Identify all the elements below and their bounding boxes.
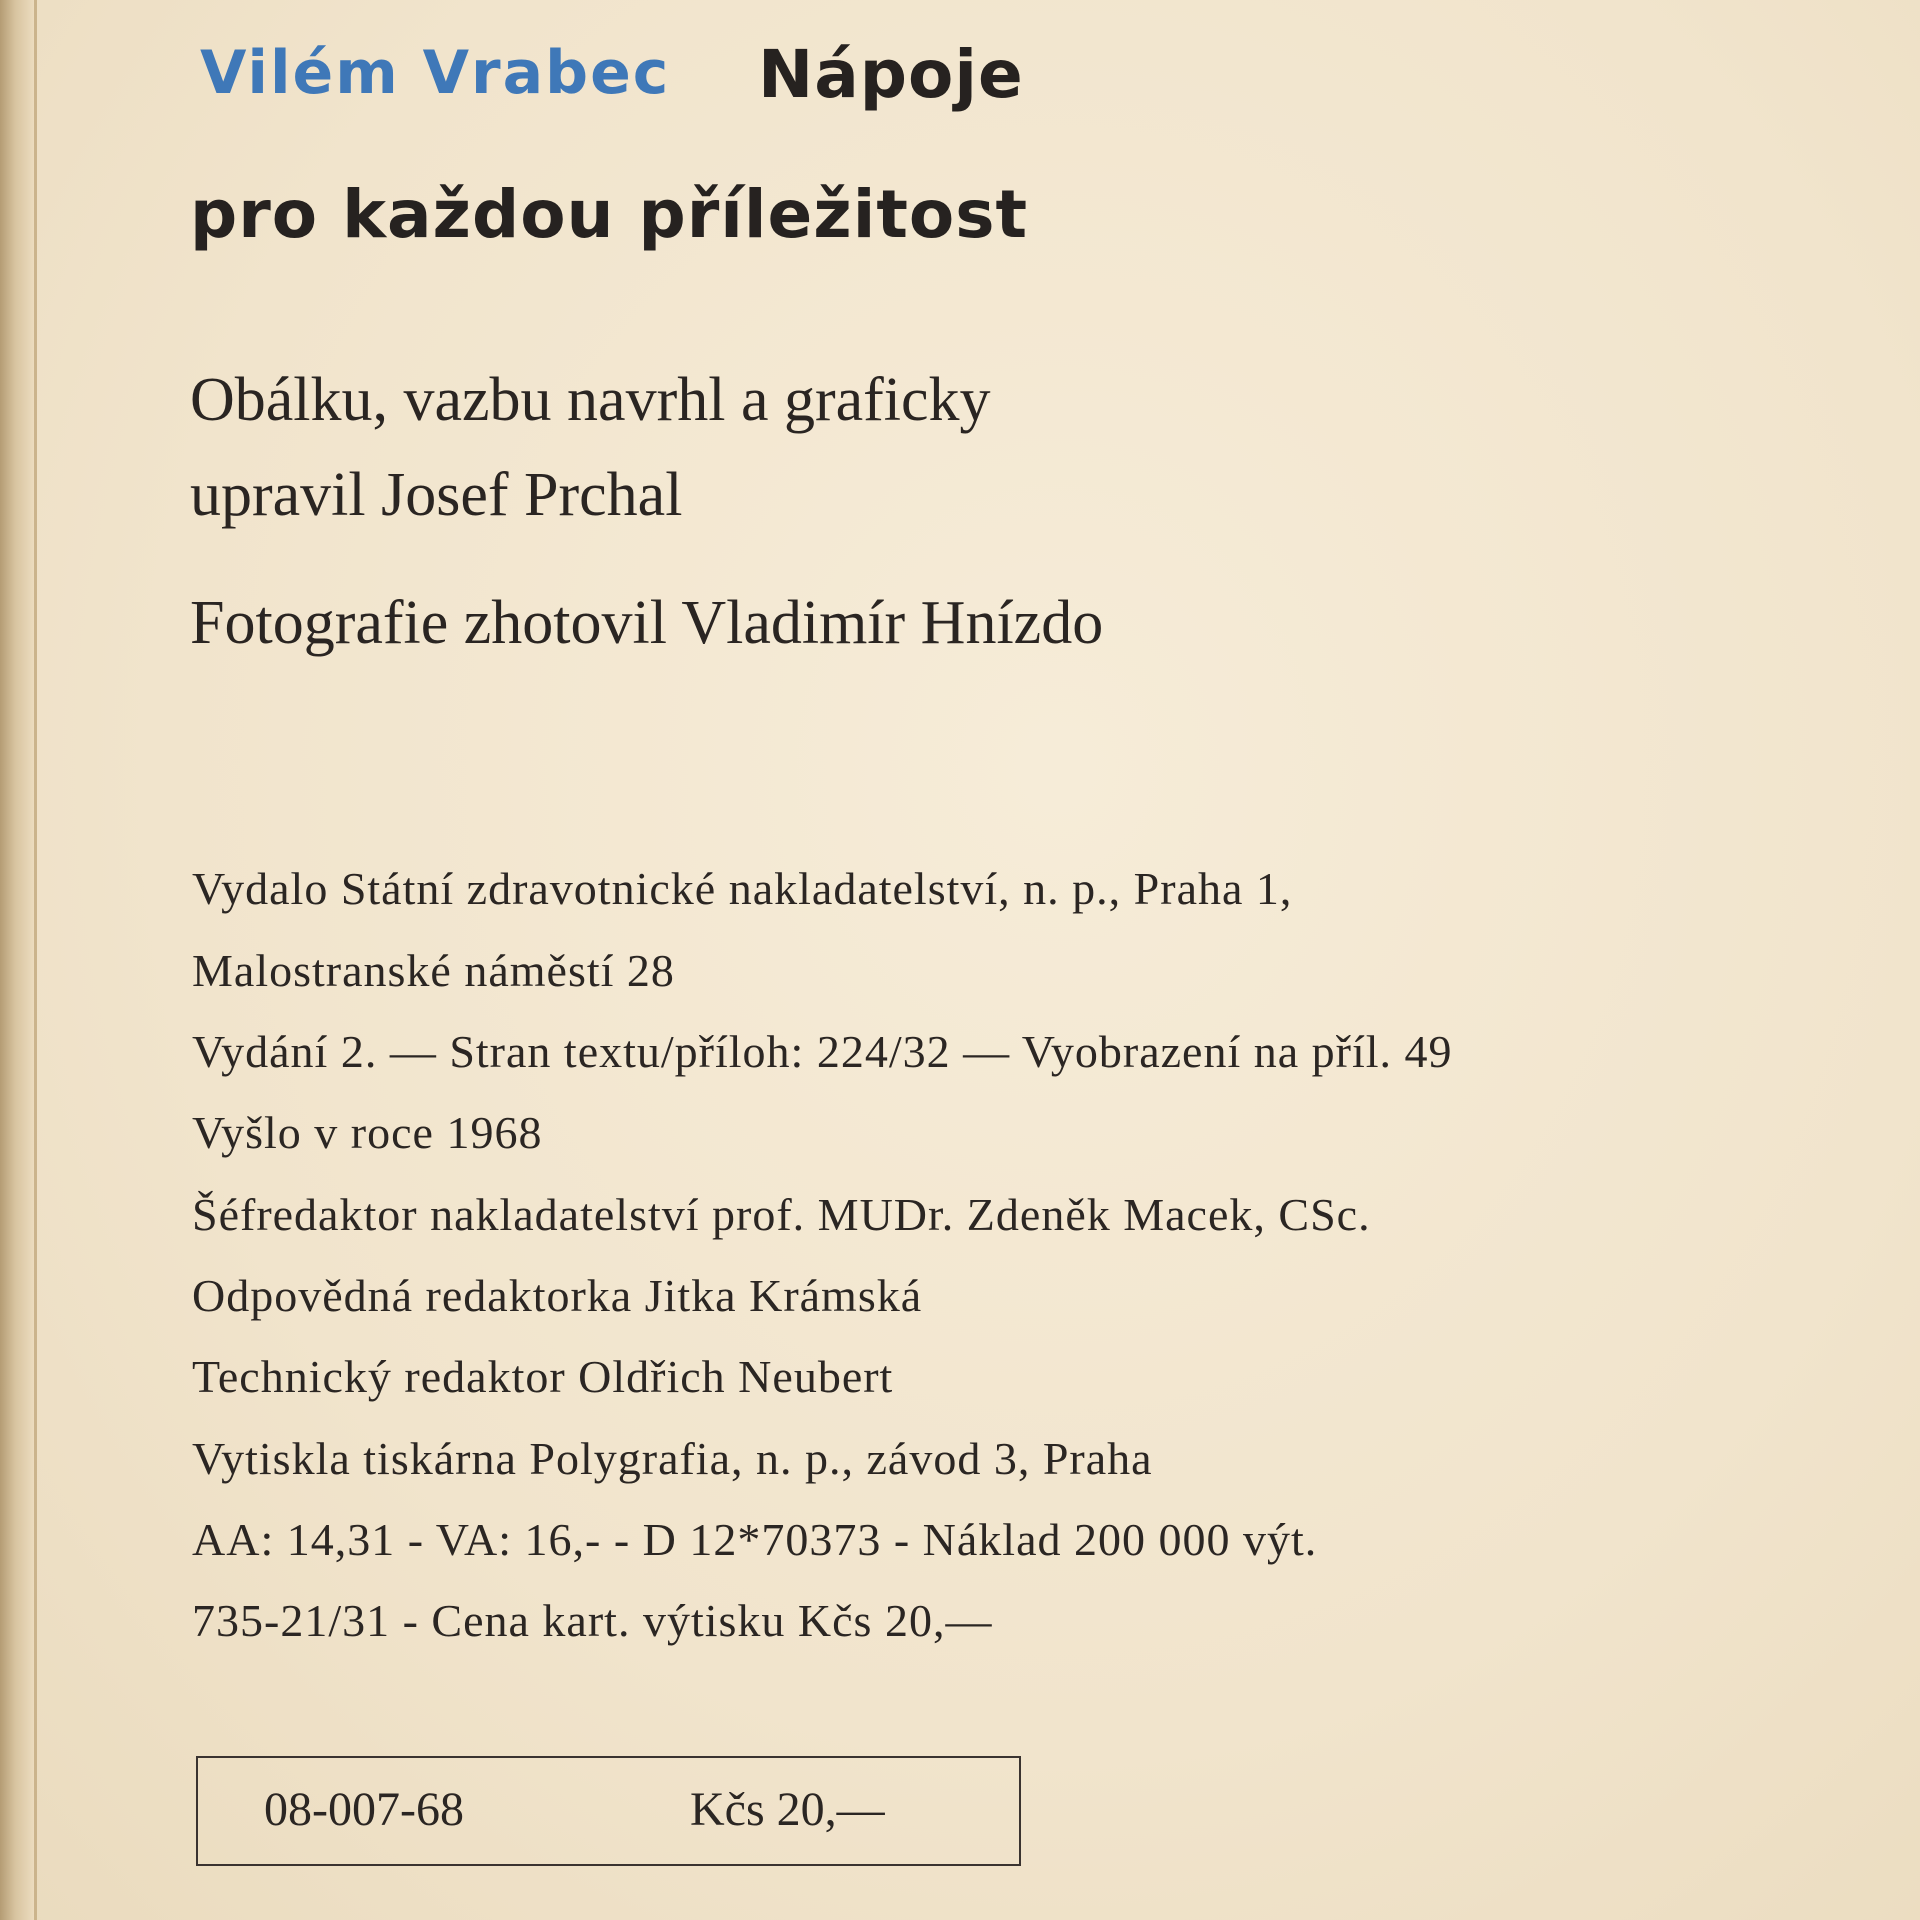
imprint-responsible-editor: Odpovědná redaktorka Jitka Krámská: [192, 1270, 923, 1321]
credit-photography: Fotografie zhotovil Vladimír Hnízdo: [190, 589, 1104, 657]
imprint-year: Vyšlo v roce 1968: [192, 1107, 543, 1158]
imprint-price-line: 735-21/31 - Cena kart. výtisku Kčs 20,—: [192, 1595, 993, 1646]
author-name: Vilém Vrabec: [200, 38, 671, 108]
imprint-printer: Vytiskla tiskárna Polygrafia, n. p., závod 3, Praha: [192, 1433, 1153, 1484]
page-binding-line: [34, 0, 37, 1920]
price-box-code: 08-007-68: [264, 1783, 464, 1836]
credit-cover-design: Obálku, vazbu navrhl a graficky: [190, 366, 991, 434]
imprint-edition: Vydání 2. — Stran textu/příloh: 224/32 — Vyobrazení na příl. 49: [192, 1026, 1453, 1077]
imprint-technical-editor: Technický redaktor Oldřich Neubert: [192, 1351, 894, 1402]
page-binding-edge: [0, 0, 34, 1920]
imprint-chief-editor: Šéfredaktor nakladatelství prof. MUDr. Zdeněk Macek, CSc.: [192, 1189, 1371, 1240]
imprint-print-details: AA: 14,31 - VA: 16,- - D 12*70373 - Náklad 200 000 výt.: [192, 1514, 1318, 1565]
book-title-line-1: Nápoje: [758, 36, 1024, 113]
credit-cover-design-name: upravil Josef Prchal: [190, 461, 683, 529]
imprint-publisher: Vydalo Státní zdravotnické nakladatelství, n. p., Praha 1,: [192, 863, 1293, 914]
book-title-line-2: pro každou příležitost: [190, 176, 1029, 253]
price-box-price: Kčs 20,—: [690, 1783, 885, 1836]
imprint-address: Malostranské náměstí 28: [192, 945, 675, 996]
